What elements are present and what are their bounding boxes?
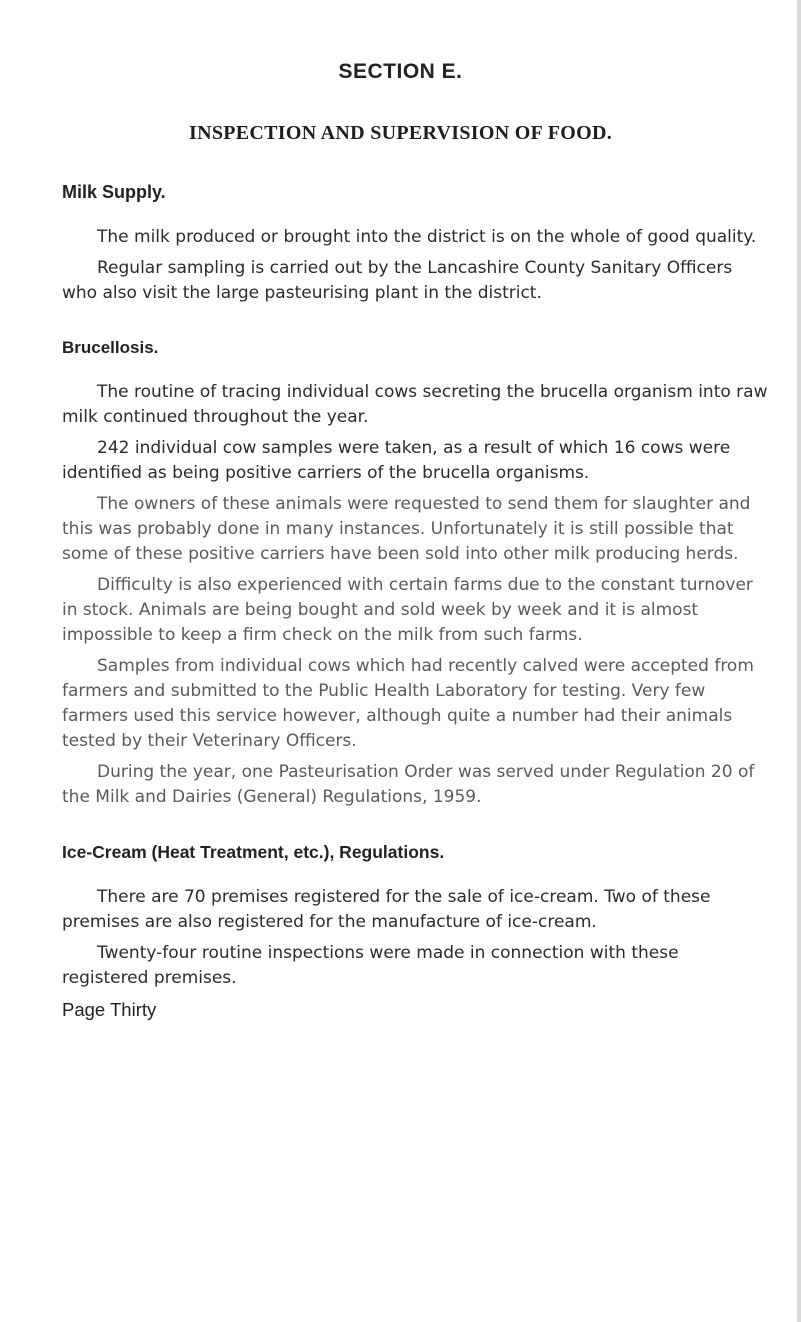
brucellosis-paragraph: 242 individual cow samples were taken, as a result of which 16 cows were identified as being positive carriers of the brucella organisms. bbox=[62, 438, 731, 483]
milk-supply-paragraph: Regular sampling is carried out by the Lancashire County Sanitary Officers who also visit the large pasteurising plant in the district. bbox=[62, 258, 733, 303]
section-label: SECTION E. bbox=[338, 60, 463, 83]
ice-cream-paragraph: There are 70 premises registered for the sale of ice-cream. Two of these premises are also registered for the manufacture of ice-cream. bbox=[62, 887, 711, 932]
milk-supply-paragraph: The milk produced or brought into the district is on the whole of good quality. bbox=[97, 227, 757, 247]
brucellosis-paragraph: The routine of tracing individual cows secreting the brucella organism into raw milk continued throughout the year. bbox=[62, 382, 768, 427]
brucellosis-paragraph: Difficulty is also experienced with certain farms due to the constant turnover in stock. Animals are being bought and sold week by week and it is almost impossible to keep a firm check on the milk from such farms. bbox=[62, 575, 753, 645]
ice-cream-heading: Ice-Cream (Heat Treatment, etc.), Regulations. bbox=[62, 842, 445, 862]
brucellosis-paragraph: The owners of these animals were requested to send them for slaughter and this was probably done in many instances. Unfortunately it is still possible that some of these positive carriers have been sold into other milk producing herds. bbox=[62, 494, 751, 564]
milk-supply-heading: Milk Supply. bbox=[62, 182, 166, 202]
brucellosis-heading: Brucellosis. bbox=[62, 338, 159, 357]
ice-cream-paragraph: Twenty-four routine inspections were made in connection with these registered premises. bbox=[62, 943, 679, 988]
body-content bbox=[62, 182, 768, 1021]
brucellosis-paragraph: During the year, one Pasteurisation Order was served under Regulation 20 of the Milk and Dairies (General) Regulations, 1959. bbox=[62, 762, 755, 807]
page-number: Page Thirty bbox=[62, 999, 157, 1020]
brucellosis-paragraph: Samples from individual cows which had recently calved were accepted from farmers and submitted to the Public Health Laboratory for testing. Very few farmers used this service however, although quite a number had their animals tested by their Veterinary Officers. bbox=[62, 656, 754, 751]
page-title: INSPECTION AND SUPERVISION OF FOOD. bbox=[189, 122, 612, 144]
scan-edge-shadow bbox=[797, 0, 801, 1322]
